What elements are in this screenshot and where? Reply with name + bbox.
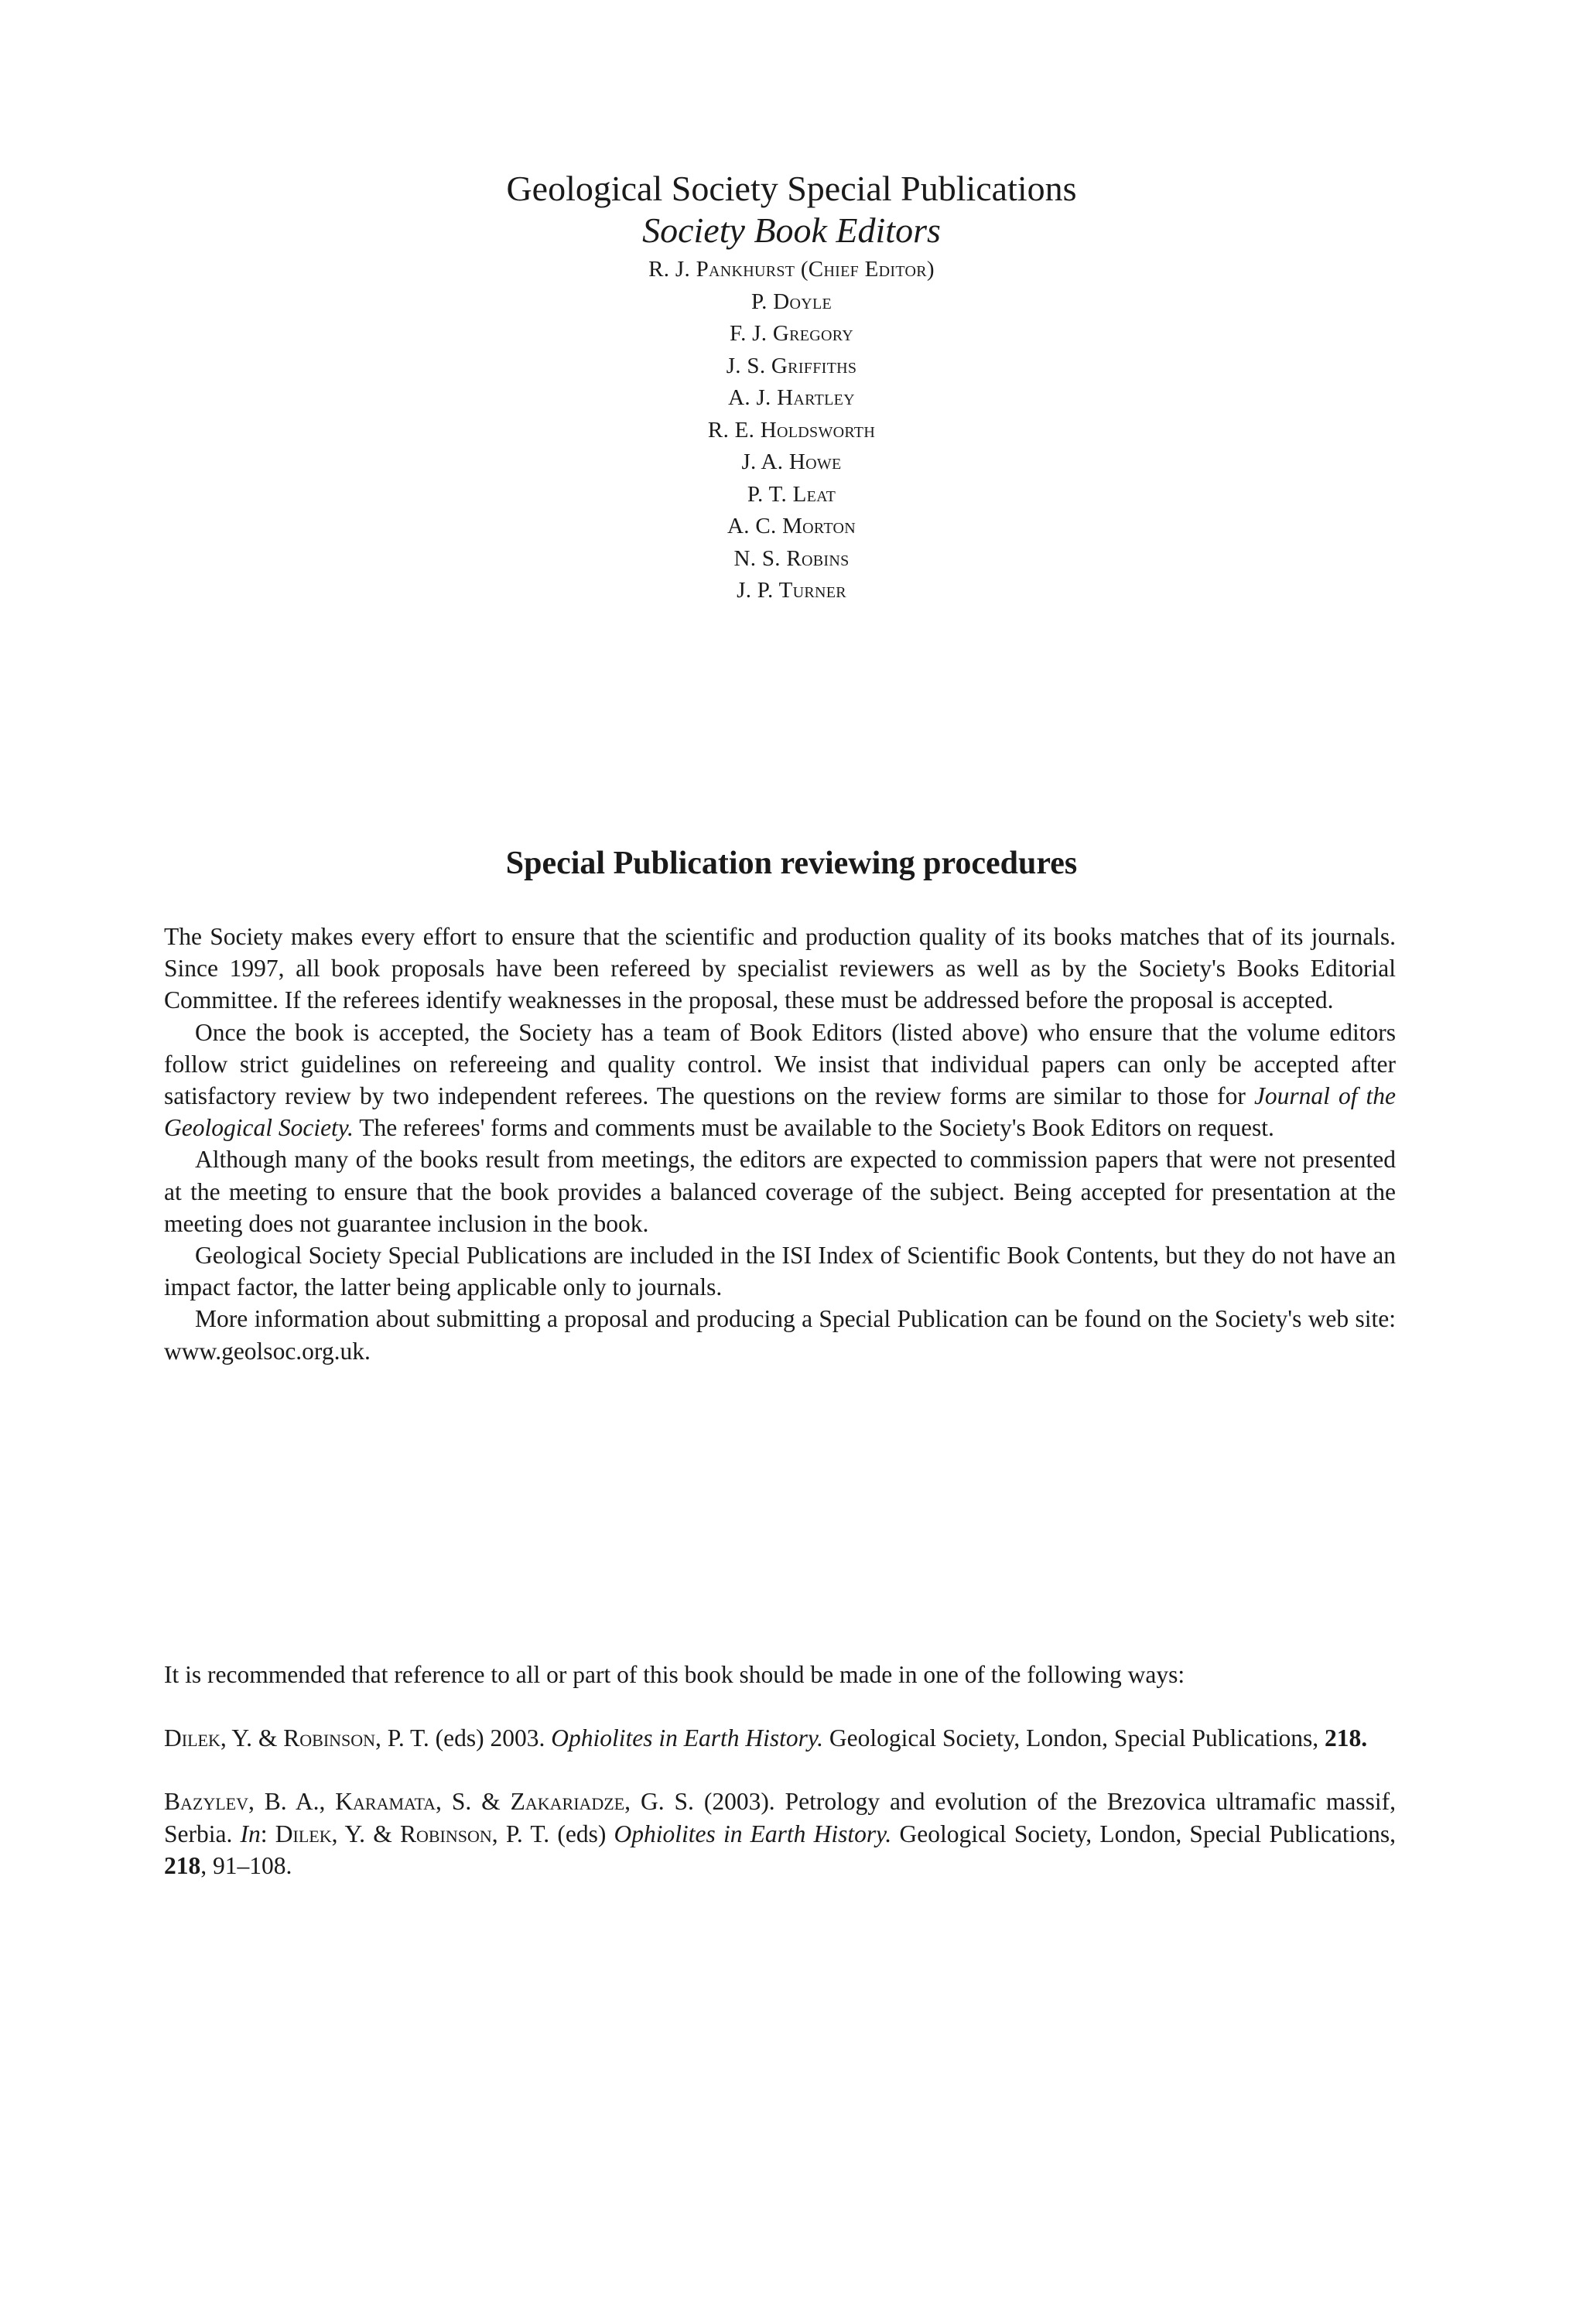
paragraph: Geological Society Special Publications are included in the ISI Index of Scientific Book Contents, but they do not have an impact factor, the latter being applicable only to journals. <box>164 1242 1396 1301</box>
reference-entry: Bazylev, B. A., Karamata, S. & Zakariadze, G. S. (2003). Petrology and evolution of the Brezovica ultramafic massif, Serbia. In: Dilek, Y. & Robinson, P. T. (eds) Ophiolites in Earth History. Geological Society, London, Special Publications, 218, 91–108. <box>164 1788 1396 1879</box>
book-title: Ophiolites in Earth History. <box>614 1820 892 1847</box>
paragraph <box>164 1017 1396 1144</box>
editor-name: R. J. Pankhurst (Chief Editor) <box>648 257 935 282</box>
author: Robinson, P. T. <box>283 1724 429 1752</box>
paragraph: The Society makes every effort to ensure that the scientific and production quality of its books matches that of its journals. Since 1997, all book proposals have been refereed by specialist reviewers as well as by the Society's Books Editorial Committee. If the referees identify weaknesses in the proposal, these must be addressed before the proposal is accepted. <box>164 923 1396 1014</box>
editor-name: J. S. Griffiths <box>726 353 857 378</box>
paragraph: Although many of the books result from meetings, the editors are expected to commission papers that were not presented at the meeting to ensure that the book provides a balanced coverage of the subject. Being accepted for presentation at the meeting does not guarantee inclusion in the book. <box>164 1146 1396 1237</box>
editor-name: J. P. Turner <box>737 578 846 603</box>
editor-name: J. A. Howe <box>741 449 842 474</box>
editors-header <box>0 167 1583 607</box>
reference-entry: Dilek, Y. & Robinson, P. T. (eds) 2003. Ophiolites in Earth History. Geological Society, London, Special Publications, 218. <box>164 1724 1368 1752</box>
book-title: Ophiolites in Earth History. <box>551 1724 824 1752</box>
editor-name: P. T. Leat <box>747 481 836 507</box>
editor-name: A. C. Morton <box>727 514 856 538</box>
paragraph-text: The referees' forms and comments must be available to the Society's Book Editors on request. <box>353 1114 1274 1142</box>
editor-name: N. S. Robins <box>733 545 850 571</box>
reviewing-heading: Special Publication reviewing procedures <box>505 846 1078 881</box>
author: Karamata, S. <box>325 1788 472 1816</box>
series-title: Geological Society Special Publications <box>506 169 1077 208</box>
author: Dilek, Y. <box>164 1724 252 1752</box>
page-range: , 91–108. <box>200 1851 292 1879</box>
citation-guidance <box>164 1659 1396 1913</box>
paragraph-text: Once the book is accepted, the Society has a team of Book Editors (listed above) who ensure that the volume editors follow strict guidelines on refereeing and quality control. We insist that individual papers can only be accepted after satisfactory review by two independent referees. The questions on the review forms are similar to those for <box>164 1018 1396 1110</box>
volume-number: 218 <box>164 1851 201 1879</box>
editor-name: P. Doyle <box>750 289 833 314</box>
volume-number: 218. <box>1325 1724 1368 1752</box>
journal-title: Journal of the Geological Society. <box>164 1082 1396 1142</box>
paragraph: More information about submitting a proposal and producing a Special Publication can be found on the Society's web site: www.geolsoc.org.uk. <box>164 1305 1396 1365</box>
editor-list <box>0 254 1583 607</box>
editor-name: R. E. Holdsworth <box>707 417 876 443</box>
editor: Robinson, P. T. <box>399 1820 550 1847</box>
author: Bazylev, B. A., <box>164 1788 326 1816</box>
editors-title: Society Book Editors <box>642 210 941 250</box>
citation-intro: It is recommended that reference to all or part of this book should be made in one of the following ways: <box>164 1661 1185 1688</box>
editor-name: A. J. Hartley <box>728 385 855 410</box>
editor: Dilek, Y. <box>275 1820 366 1847</box>
editor-name: F. J. Gregory <box>729 321 854 346</box>
reviewing-procedures-text <box>164 921 1396 1367</box>
author: Zakariadze, G. S. <box>510 1788 694 1816</box>
